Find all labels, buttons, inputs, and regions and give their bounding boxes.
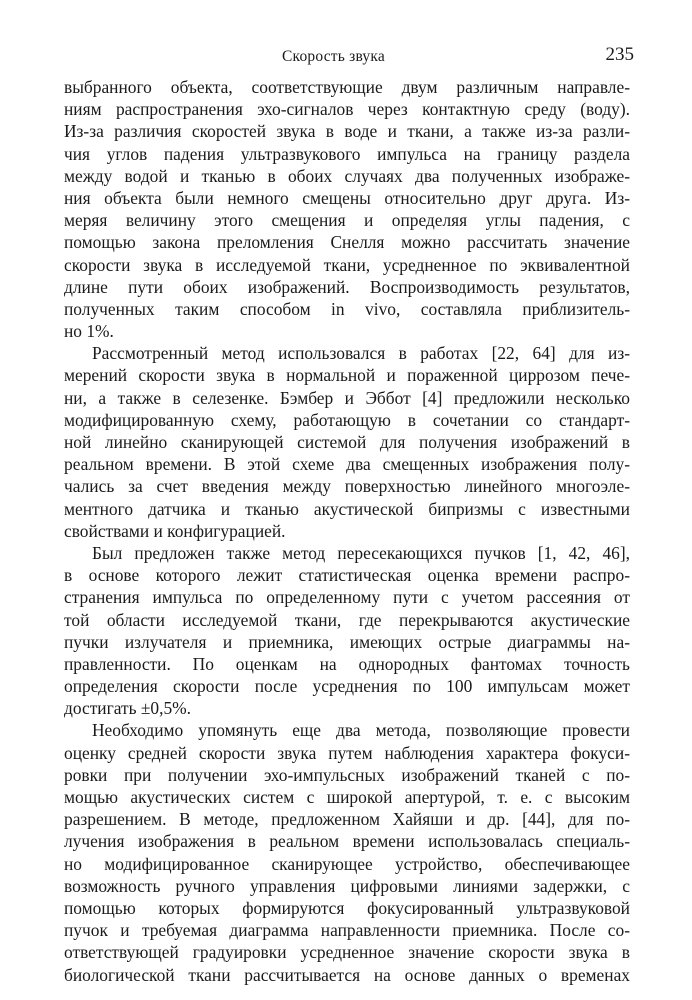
text-line: ответствующей градуировки усредненное значение скорости звука в (64, 942, 630, 963)
text-line: чия углов падения ультразвукового импульса на границу раздела (64, 143, 630, 164)
text-line: лучения изображения в реальном времени использовалась специаль- (64, 831, 630, 852)
text-line: правленности. По оценкам на однородных фантомах точность (64, 653, 630, 674)
text-line: Рассмотренный метод использовался в работах [22, 64] для из- (92, 343, 630, 364)
paragraph-1 (64, 76, 630, 342)
text-line: чались за счет введения между поверхностью линейного многоэле- (64, 476, 630, 497)
text-line: в основе которого лежит статистическая оценка времени распро- (64, 565, 630, 586)
text-line: мощью акустических систем с широкой апертурой, т. е. с высоким (64, 787, 630, 807)
text-line: определения скорости после усреднения по 100 импульсам может (64, 676, 630, 697)
text-line: скорости звука в исследуемой ткани, усредненное по эквивалентной (64, 254, 630, 275)
text-line: длине пути обоих изображений. Воспроизводимость результатов, (64, 276, 630, 297)
running-header (66, 44, 634, 70)
text-line: мерений скорости звука в нормальной и пораженной циррозом пече- (64, 365, 630, 386)
text-line: пучки излучателя и приемника, имеющих острые диаграммы на- (64, 631, 630, 652)
page-number: 235 (605, 44, 634, 65)
text-line: реальном времени. В этой схеме два смещенных изображения полу- (64, 454, 630, 475)
text-line: полученных таким способом in vivo, составляла приблизитель- (64, 298, 630, 319)
text-line: но модифицированное сканирующее устройство, обеспечивающее (64, 853, 630, 874)
text-line: помощью закона преломления Снелля можно рассчитать значение (64, 232, 630, 253)
text-line: ниям распространения эхо-сигналов через контактную среду (воду). (64, 99, 630, 120)
text-line: выбранного объекта, соответствующие двум различным направле- (64, 77, 630, 97)
text-line: биологической ткани рассчитывается на основе данных о временах (64, 964, 630, 985)
text-line: возможность ручного управления цифровыми линиями задержки, с (64, 875, 630, 896)
text-line: между водой и тканью в обоих случаях два полученных изображе- (64, 165, 630, 186)
text-line: свойствами и конфигурацией. (64, 520, 286, 541)
text-line: модифицированную схему, работающую в сочетании со стандарт- (64, 409, 630, 430)
text-line: Из-за различия скоростей звука в воде и ткани, а также из-за разли- (64, 121, 630, 142)
text-line: странения импульса по определенному пути с учетом рассеяния от (64, 587, 630, 608)
text-line: пучок и требуемая диаграмма направленности приемника. После со- (64, 920, 630, 941)
paragraph-2 (64, 342, 630, 542)
paragraph-3 (64, 542, 630, 720)
text-line: помощью которых формируются фокусированный ультразвуковой (64, 897, 630, 918)
text-line: достигать ±0,5%. (64, 698, 191, 719)
text-line: ровки при получении эхо-импульсных изображений тканей с по- (64, 764, 630, 785)
text-line: ной линейно сканирующей системой для получения изображений в (64, 432, 630, 452)
running-header-title: Скорость звука (282, 48, 385, 65)
text-line: разрешением. В методе, предложенном Хайяши и др. [44], для по- (64, 809, 630, 830)
text-line: ментного датчика и тканью акустической бипризмы с известными (64, 498, 630, 519)
text-line: ни, а также в селезенке. Бэмбер и Эббот [4] предложили несколько (64, 387, 630, 408)
text-line: той области исследуемой ткани, где перекрываются акустические (64, 609, 630, 630)
body-text (64, 76, 630, 986)
text-line: оценку средней скорости звука путем наблюдения характера фокуси- (64, 742, 630, 763)
text-line: но 1%. (64, 321, 114, 342)
text-line: ния объекта были немного смещены относительно друг друга. Из- (64, 187, 630, 208)
text-line: Необходимо упомянуть еще два метода, позволяющие провести (92, 720, 630, 741)
text-line: меряя величину этого смещения и определяя углы падения, с (64, 210, 630, 231)
paragraph-4 (64, 719, 630, 985)
text-line: Был предложен также метод пересекающихся пучков [1, 42, 46], (92, 542, 630, 563)
